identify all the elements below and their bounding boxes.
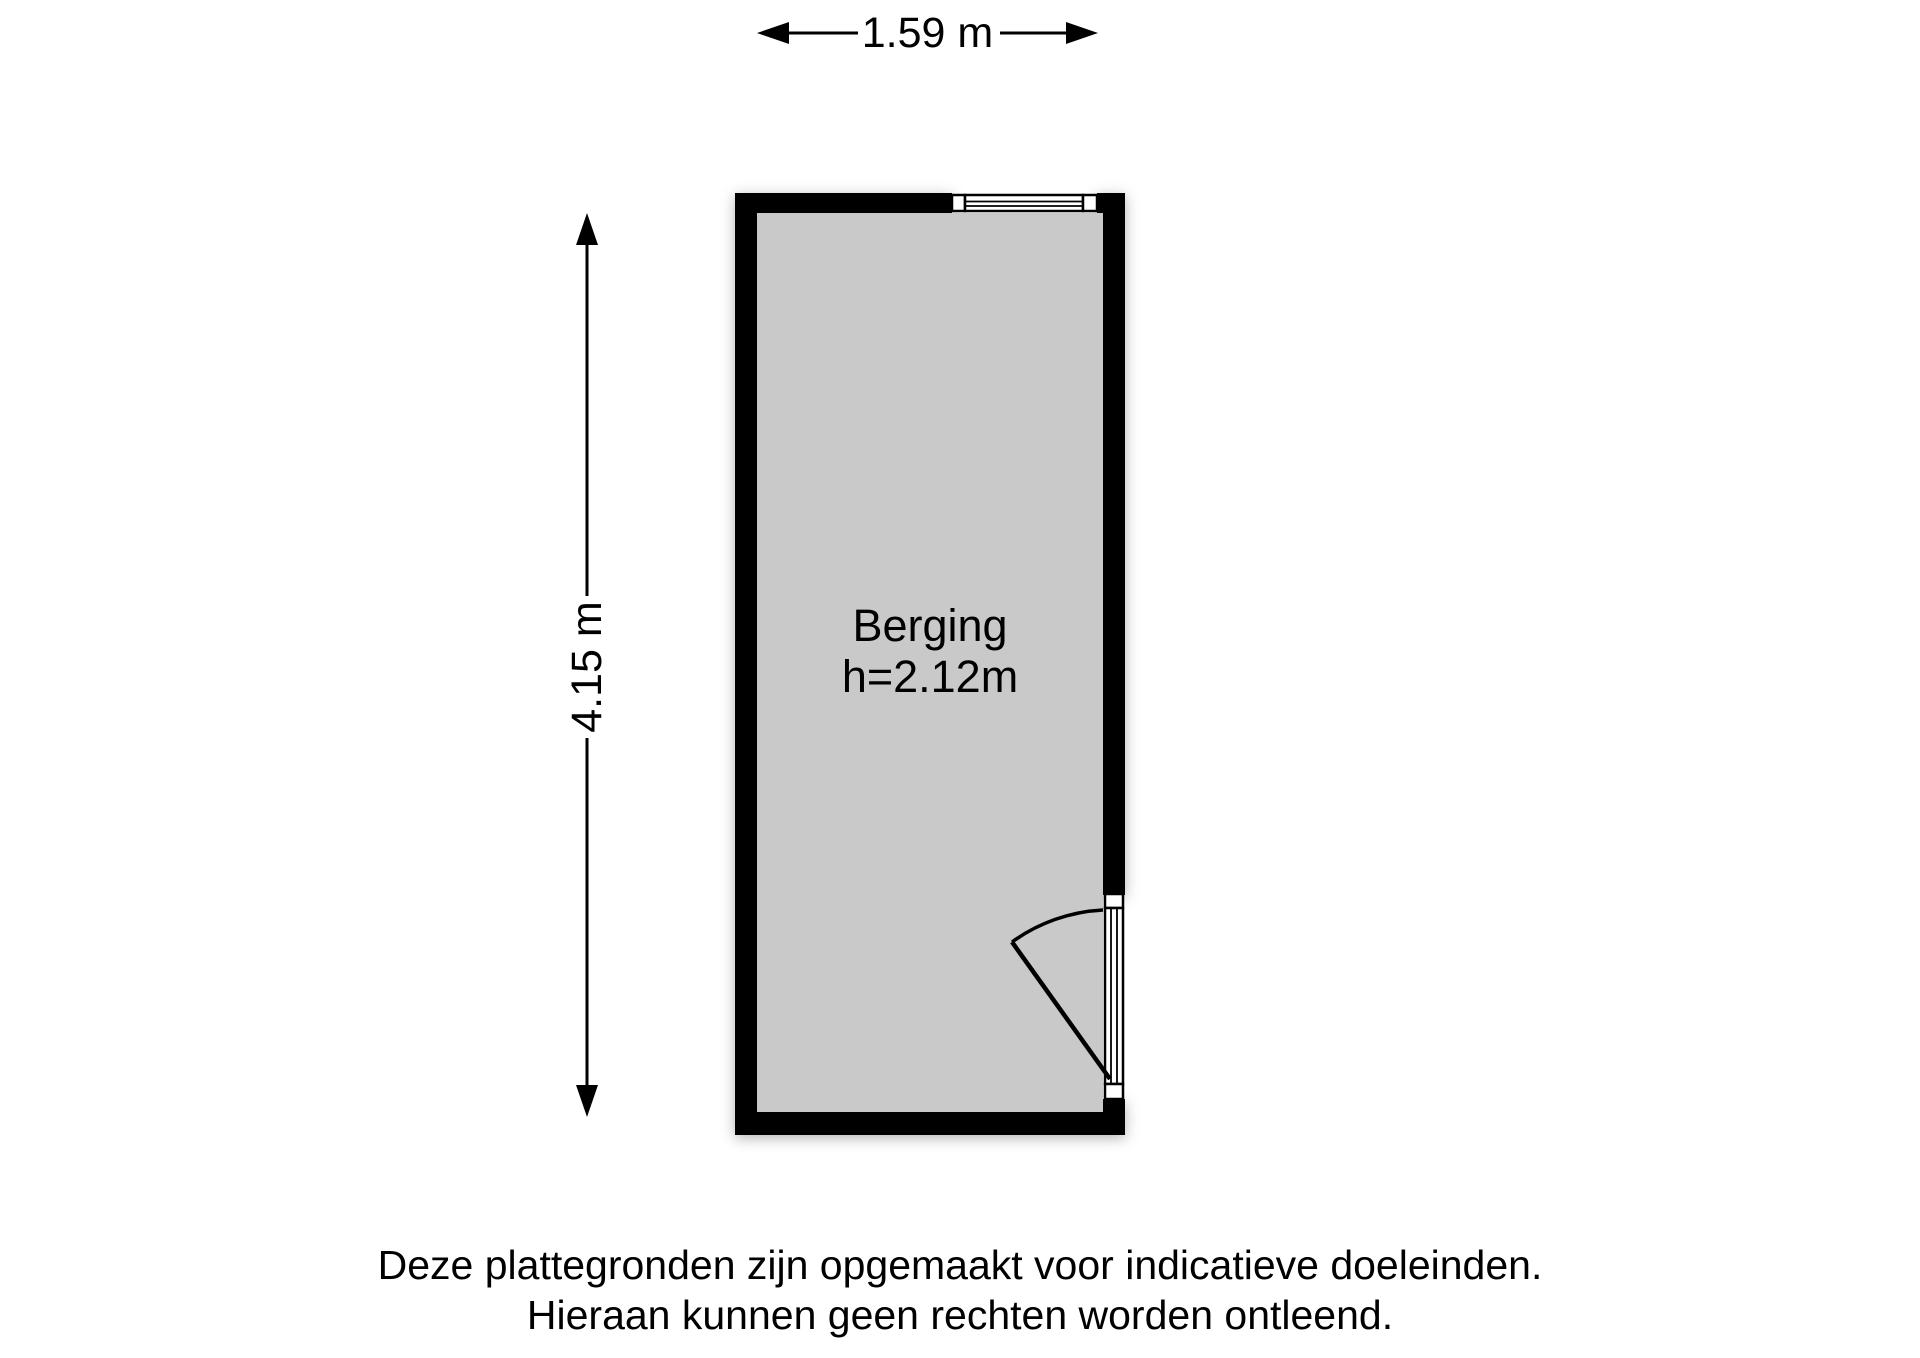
arrow-down-icon <box>576 1085 598 1117</box>
room-name: Berging <box>852 600 1008 651</box>
window-post-left <box>952 195 965 211</box>
arrow-up-icon <box>576 213 598 245</box>
wall-bottom <box>735 1112 1125 1135</box>
disclaimer-line1: Deze plattegronden zijn opgemaakt voor indicatieve doeleinden. <box>377 1242 1543 1288</box>
ceiling-height-label: h=2.12m <box>841 651 1019 702</box>
room-label <box>730 600 1130 702</box>
door-post-top <box>1105 894 1123 908</box>
window-glazing <box>965 195 1083 211</box>
wall-right-upper <box>1103 193 1125 895</box>
disclaimer-line2: Hieraan kunnen geen rechten worden ontleend. <box>526 1292 1394 1338</box>
window <box>952 195 1097 211</box>
height-dimension-label: 4.15 m <box>563 601 611 733</box>
door-post-bottom <box>1105 1084 1123 1099</box>
window-post-right <box>1083 195 1097 211</box>
width-dimension-label: 1.59 m <box>861 9 994 57</box>
door-leaf-closed <box>1105 908 1123 1084</box>
disclaimer <box>0 1240 1920 1340</box>
wall-top <box>735 193 952 213</box>
